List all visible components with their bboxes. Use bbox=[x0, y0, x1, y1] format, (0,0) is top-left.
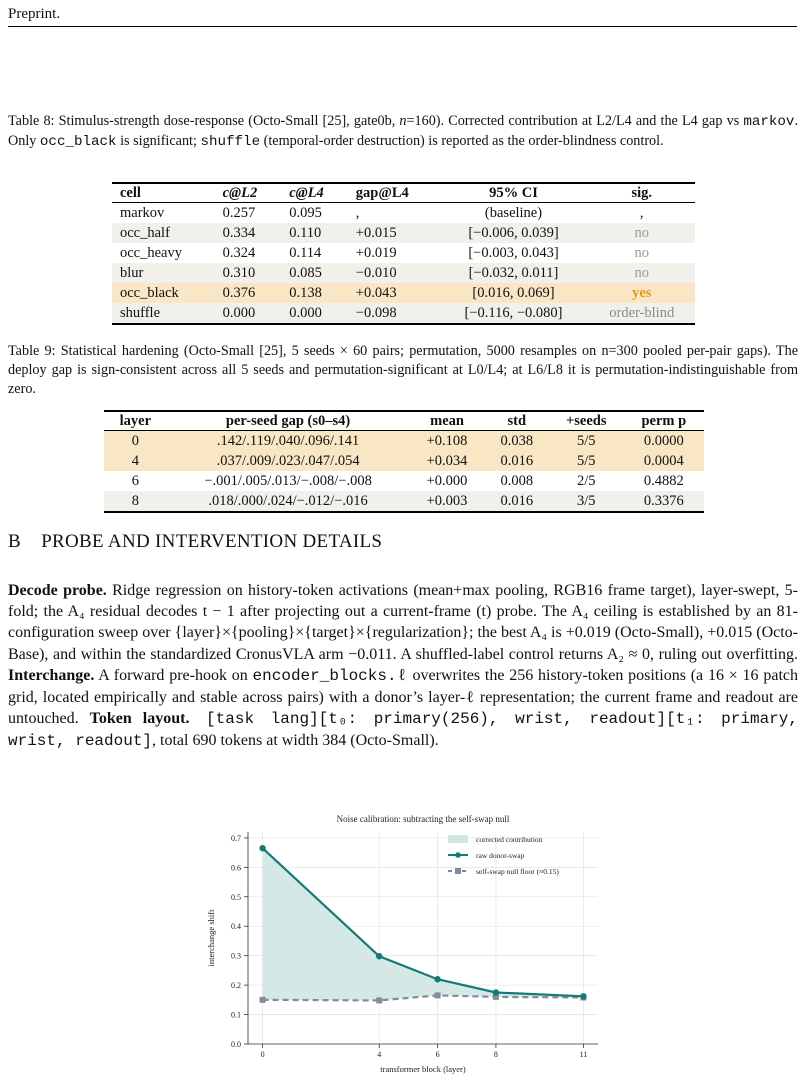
null-floor-point bbox=[260, 997, 266, 1003]
table-row bbox=[112, 283, 695, 303]
caption-part: (temporal-order destruction) is reported as the order-blindness control. bbox=[260, 133, 664, 149]
table8-caption bbox=[8, 112, 798, 152]
table-cell: , bbox=[355, 205, 360, 221]
col-header: c@L2 bbox=[215, 183, 282, 203]
table-cell: −0.010 bbox=[355, 265, 397, 281]
para-code: [task lang][t₀: primary(256), wrist, readout][t₁: primary, wrist, readout] bbox=[8, 710, 798, 751]
caption-part: n bbox=[399, 113, 407, 129]
caption-part: is significant; bbox=[116, 133, 201, 149]
table-cell: 0 bbox=[131, 433, 139, 449]
raw-donor-swap-point bbox=[580, 993, 586, 999]
x-tick-label: 6 bbox=[435, 1050, 440, 1059]
significance-label: no bbox=[634, 225, 649, 241]
significance-label: no bbox=[634, 245, 649, 261]
cell-name: occ_half bbox=[120, 225, 170, 241]
col-header: sig. bbox=[588, 183, 695, 203]
y-tick-label: 0.2 bbox=[231, 981, 241, 991]
raw-donor-swap-point bbox=[493, 989, 499, 995]
raw-donor-swap-point bbox=[376, 953, 382, 959]
header-rule bbox=[8, 26, 797, 27]
table-cell: +0.015 bbox=[355, 225, 397, 241]
col-header: cell bbox=[112, 183, 215, 203]
caption-code: shuffle bbox=[200, 134, 261, 150]
null-floor-point bbox=[376, 997, 382, 1003]
noise-calibration-chart bbox=[190, 810, 610, 1080]
section-letter: B bbox=[8, 531, 21, 552]
table-cell: 0.110 bbox=[289, 225, 322, 241]
table8 bbox=[112, 182, 695, 325]
y-tick-label: 0.4 bbox=[231, 922, 241, 932]
table-cell: [−0.003, 0.043] bbox=[468, 245, 559, 261]
section-title: PROBE AND INTERVENTION DETAILS bbox=[41, 531, 383, 552]
table-cell: 0.3376 bbox=[643, 493, 684, 509]
y-tick-label: 0.7 bbox=[231, 833, 241, 843]
y-tick-label: 0.3 bbox=[231, 951, 241, 961]
col-header: mean bbox=[409, 411, 484, 431]
section-heading bbox=[8, 531, 382, 553]
table-cell: 0.095 bbox=[289, 205, 322, 221]
table-cell: +0.003 bbox=[426, 493, 468, 509]
run-in-head: Interchange. bbox=[8, 666, 95, 684]
table9 bbox=[104, 410, 704, 513]
table-cell: [−0.006, 0.039] bbox=[468, 225, 559, 241]
significance-label: , bbox=[639, 205, 644, 221]
table9-caption: Table 9: Statistical hardening (Octo-Small [25], 5 seeds × 60 pairs; permutation, 5000 resamples on n=300 pooled per-pair gaps). The deploy gap is sign-consistent across all 5 seeds and permutation-significant at L0/L4; at L6/L8 it is permutation-indistinguishable from zero. bbox=[8, 343, 798, 397]
table-row bbox=[104, 471, 704, 491]
table-cell: 0.0004 bbox=[643, 453, 684, 469]
cell-name: blur bbox=[120, 265, 144, 281]
table-cell: [−0.116, −0.080] bbox=[464, 305, 563, 321]
table-cell: 5/5 bbox=[577, 453, 596, 469]
cell-name: occ_heavy bbox=[120, 245, 182, 261]
table-cell: +0.043 bbox=[355, 285, 397, 301]
table-cell: 0.324 bbox=[222, 245, 256, 261]
legend-label: raw donor-swap bbox=[476, 851, 525, 860]
table-cell: 0.016 bbox=[500, 453, 534, 469]
table-cell: 0.376 bbox=[222, 285, 256, 301]
table-cell: 0.008 bbox=[500, 473, 534, 489]
table-row bbox=[112, 203, 695, 224]
col-header: c@L4 bbox=[281, 183, 348, 203]
table-cell: 0.4882 bbox=[643, 473, 684, 489]
significance-label: yes bbox=[632, 285, 652, 301]
legend-swatch-marker bbox=[455, 868, 461, 874]
table-cell: 8 bbox=[131, 493, 139, 509]
table-row bbox=[104, 491, 704, 512]
table-cell: 0.085 bbox=[289, 265, 322, 281]
table-cell: 0.038 bbox=[500, 433, 534, 449]
y-tick-label: 0.5 bbox=[231, 892, 241, 902]
legend-swatch-marker bbox=[455, 852, 461, 858]
table-cell: 4 bbox=[131, 453, 139, 469]
table-cell: 5/5 bbox=[577, 433, 596, 449]
null-floor-point bbox=[435, 992, 441, 998]
caption-code: markov bbox=[743, 114, 795, 130]
y-tick-label: 0.6 bbox=[231, 863, 241, 873]
table-cell: 0.310 bbox=[222, 265, 256, 281]
col-header: layer bbox=[104, 411, 167, 431]
table-cell: (baseline) bbox=[484, 205, 543, 221]
table-cell: −.001/.005/.013/−.008/−.008 bbox=[204, 473, 372, 489]
legend-label: corrected contribution bbox=[476, 835, 543, 844]
table-row bbox=[112, 243, 695, 263]
table-cell: +0.108 bbox=[426, 433, 468, 449]
table-cell: 0.016 bbox=[500, 493, 534, 509]
para-text: overwrites the 256 history-token positions (a 16 × 16 patch grid, located empirically and stable across pairs) with a donor’s layer-ℓ representation; the current frame and readout are untouched. bbox=[8, 666, 799, 728]
col-header: perm p bbox=[624, 411, 704, 431]
body-paragraph bbox=[8, 580, 798, 753]
table-cell: +0.019 bbox=[355, 245, 397, 261]
table-cell: .018/.000/.024/−.012/−.016 bbox=[208, 493, 368, 509]
run-in-head: Decode probe. bbox=[8, 582, 107, 599]
table-cell: 0.114 bbox=[289, 245, 322, 261]
table-cell: .142/.119/.040/.096/.141 bbox=[216, 433, 360, 449]
table-cell: 6 bbox=[131, 473, 139, 489]
para-code: encoder_blocks.ℓ bbox=[252, 666, 408, 685]
table-row bbox=[112, 263, 695, 283]
table-cell: [0.016, 0.069] bbox=[472, 285, 555, 301]
cell-name: shuffle bbox=[120, 305, 161, 321]
col-header: gap@L4 bbox=[348, 183, 439, 203]
x-tick-label: 8 bbox=[493, 1050, 498, 1059]
run-in-head: Token layout. bbox=[89, 710, 190, 728]
table-cell: 0.334 bbox=[222, 225, 256, 241]
table-row bbox=[112, 303, 695, 324]
caption-part: Table 8: Stimulus-strength dose-response (Octo-Small [25], gate0b, bbox=[8, 113, 400, 129]
table-cell: .037/.009/.023/.047/.054 bbox=[216, 453, 360, 469]
table-cell: 0.257 bbox=[222, 205, 256, 221]
table-cell: −0.098 bbox=[355, 305, 397, 321]
para-text: , total 690 tokens at width 384 (Octo-Small). bbox=[152, 732, 439, 750]
y-tick-label: 0.1 bbox=[231, 1010, 241, 1020]
table-cell: 0.0000 bbox=[643, 433, 684, 449]
table-cell: 3/5 bbox=[577, 493, 596, 509]
running-header: Preprint. bbox=[8, 6, 61, 22]
table-row bbox=[104, 431, 704, 452]
x-tick-label: 0 bbox=[260, 1050, 265, 1059]
y-axis-label: interchange shift bbox=[206, 909, 216, 967]
table-row bbox=[104, 451, 704, 471]
table-row bbox=[112, 223, 695, 243]
cell-name: occ_black bbox=[120, 285, 179, 301]
significance-label: order-blind bbox=[609, 305, 675, 321]
chart-title: Noise calibration: subtracting the self-swap null bbox=[336, 814, 510, 824]
y-tick-label: 0.0 bbox=[231, 1040, 241, 1049]
x-axis-label: transformer block (layer) bbox=[380, 1064, 466, 1074]
significance-label: no bbox=[634, 265, 649, 281]
table-cell: 0.138 bbox=[289, 285, 322, 301]
table-cell: 2/5 bbox=[577, 473, 596, 489]
cell-name: markov bbox=[120, 205, 165, 221]
x-tick-label: 4 bbox=[377, 1050, 382, 1059]
table-cell: 0.000 bbox=[289, 305, 322, 321]
col-header: +seeds bbox=[549, 411, 624, 431]
para-text: A forward pre-hook on bbox=[94, 666, 253, 684]
table-cell: +0.000 bbox=[426, 473, 468, 489]
legend-label: self-swap null floor (≈0.15) bbox=[476, 867, 559, 876]
col-header: 95% CI bbox=[439, 183, 589, 203]
x-tick-label: 11 bbox=[579, 1050, 588, 1059]
caption-part: =160). Corrected contribution at L2/L4 and the L4 gap vs bbox=[406, 113, 744, 129]
col-header: std bbox=[485, 411, 549, 431]
caption-code: occ_black bbox=[39, 134, 117, 150]
legend-swatch-fill bbox=[448, 835, 468, 843]
table-cell: +0.034 bbox=[426, 453, 468, 469]
caption-part: . Only bbox=[8, 113, 798, 149]
para-text: Ridge regression on history-token activations (mean+max pooling, RGB16 frame target), layer-swept, 5-fold; the A₄ residual decodes t − 1 after projecting out a current-frame (t) probe. The A₄ ceiling is established by an 81-configuration sweep over {layer}×{pooling}×{target}×{regularization}; the best A₄ is +0.019 (Octo-Small), +0.015 (Octo-Base), and within the standardized CronusVLA arm −0.011. A shuffled-label control returns A₂ ≈ 0, ruling out overfitting. bbox=[8, 582, 798, 663]
table-cell: [−0.032, 0.011] bbox=[468, 265, 559, 281]
table-cell: 0.000 bbox=[222, 305, 256, 321]
raw-donor-swap-point bbox=[259, 845, 265, 851]
col-header: per-seed gap (s0–s4) bbox=[167, 411, 410, 431]
raw-donor-swap-point bbox=[434, 976, 440, 982]
